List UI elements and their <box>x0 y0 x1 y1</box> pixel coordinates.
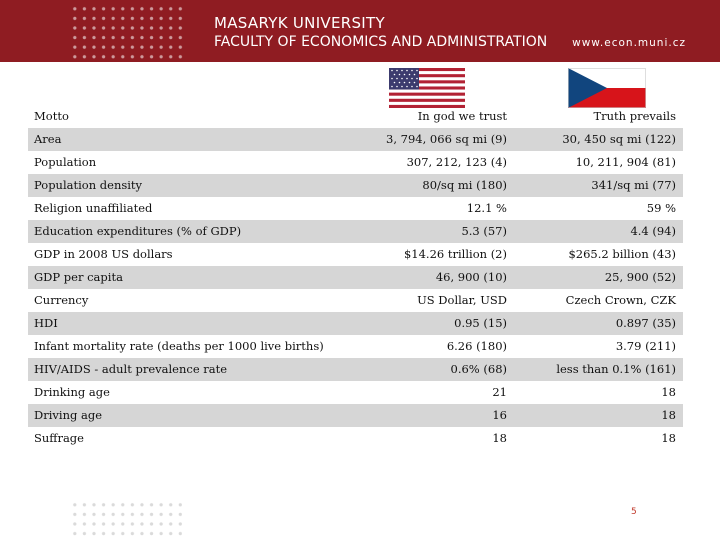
usa-flag-icon <box>389 68 465 108</box>
czech-value: 30, 450 sq mi (122) <box>562 132 676 146</box>
row-label: HIV/AIDS - adult prevalence rate <box>34 362 228 376</box>
czech-value: less than 0.1% (161) <box>556 362 676 376</box>
czech-value: Truth prevails <box>593 109 676 123</box>
table-row <box>28 243 683 266</box>
table-row <box>28 105 683 128</box>
usa-value: In god we trust <box>417 109 507 123</box>
row-label: Infant mortality rate (deaths per 1000 live births) <box>34 339 324 353</box>
row-label: GDP per capita <box>34 270 123 284</box>
usa-value: 307, 212, 123 (4) <box>406 155 507 169</box>
czech-value: 4.4 (94) <box>630 224 676 238</box>
usa-value: 0.6% (68) <box>450 362 507 376</box>
row-label: Education expenditures (% of GDP) <box>34 224 242 238</box>
usa-value: 12.1 % <box>466 201 507 215</box>
usa-value: US Dollar, USD <box>417 293 507 307</box>
table-row <box>28 289 683 312</box>
czech-value: 10, 211, 904 (81) <box>575 155 676 169</box>
row-label: Motto <box>34 109 69 123</box>
table-row <box>28 220 683 243</box>
row-label: Suffrage <box>34 431 84 445</box>
usa-value: 0.95 (15) <box>454 316 507 330</box>
czech-value: 25, 900 (52) <box>604 270 676 284</box>
row-label: Driving age <box>34 408 103 422</box>
usa-value: 21 <box>492 385 507 399</box>
row-label: HDI <box>34 316 58 330</box>
table-row <box>28 312 683 335</box>
dot-pattern-footer <box>70 500 182 540</box>
table-row <box>28 335 683 358</box>
czech-value: 341/sq mi (77) <box>591 178 676 192</box>
czech-flag-icon <box>568 68 646 108</box>
czech-value: $265.2 billion (43) <box>568 247 676 261</box>
row-label: GDP in 2008 US dollars <box>34 247 173 261</box>
czech-value: 18 <box>661 408 676 422</box>
row-label: Population density <box>34 178 143 192</box>
usa-value: 80/sq mi (180) <box>422 178 507 192</box>
university-name: MASARYK UNIVERSITY <box>214 14 385 32</box>
czech-value: 59 % <box>646 201 676 215</box>
table-row <box>28 197 683 220</box>
czech-value: 3.79 (211) <box>615 339 676 353</box>
czech-value: Czech Crown, CZK <box>565 293 676 307</box>
table-row <box>28 381 683 404</box>
comparison-table <box>28 105 683 450</box>
usa-value: 16 <box>492 408 507 422</box>
table-row <box>28 404 683 427</box>
row-label: Currency <box>34 293 89 307</box>
usa-value: 18 <box>492 431 507 445</box>
table-row <box>28 358 683 381</box>
czech-value: 18 <box>661 385 676 399</box>
usa-value: 5.3 (57) <box>461 224 507 238</box>
usa-value: 46, 900 (10) <box>435 270 507 284</box>
row-label: Religion unaffiliated <box>34 201 153 215</box>
faculty-name: FACULTY OF ECONOMICS AND ADMINISTRATION <box>214 34 548 50</box>
usa-value: 6.26 (180) <box>446 339 507 353</box>
dot-pattern-logo <box>70 4 186 82</box>
usa-value: $14.26 trillion (2) <box>403 247 507 261</box>
website-url: www.econ.muni.cz <box>572 37 686 49</box>
czech-value: 18 <box>661 431 676 445</box>
table-row <box>28 128 683 151</box>
table-row <box>28 151 683 174</box>
table-row <box>28 266 683 289</box>
row-label: Population <box>34 155 97 169</box>
table-row <box>28 427 683 450</box>
row-label: Area <box>34 132 62 146</box>
header-banner <box>0 0 720 62</box>
row-label: Drinking age <box>34 385 110 399</box>
czech-value: 0.897 (35) <box>615 316 676 330</box>
page-number: 5 <box>631 507 637 517</box>
table-row <box>28 174 683 197</box>
usa-value: 3, 794, 066 sq mi (9) <box>386 132 507 146</box>
